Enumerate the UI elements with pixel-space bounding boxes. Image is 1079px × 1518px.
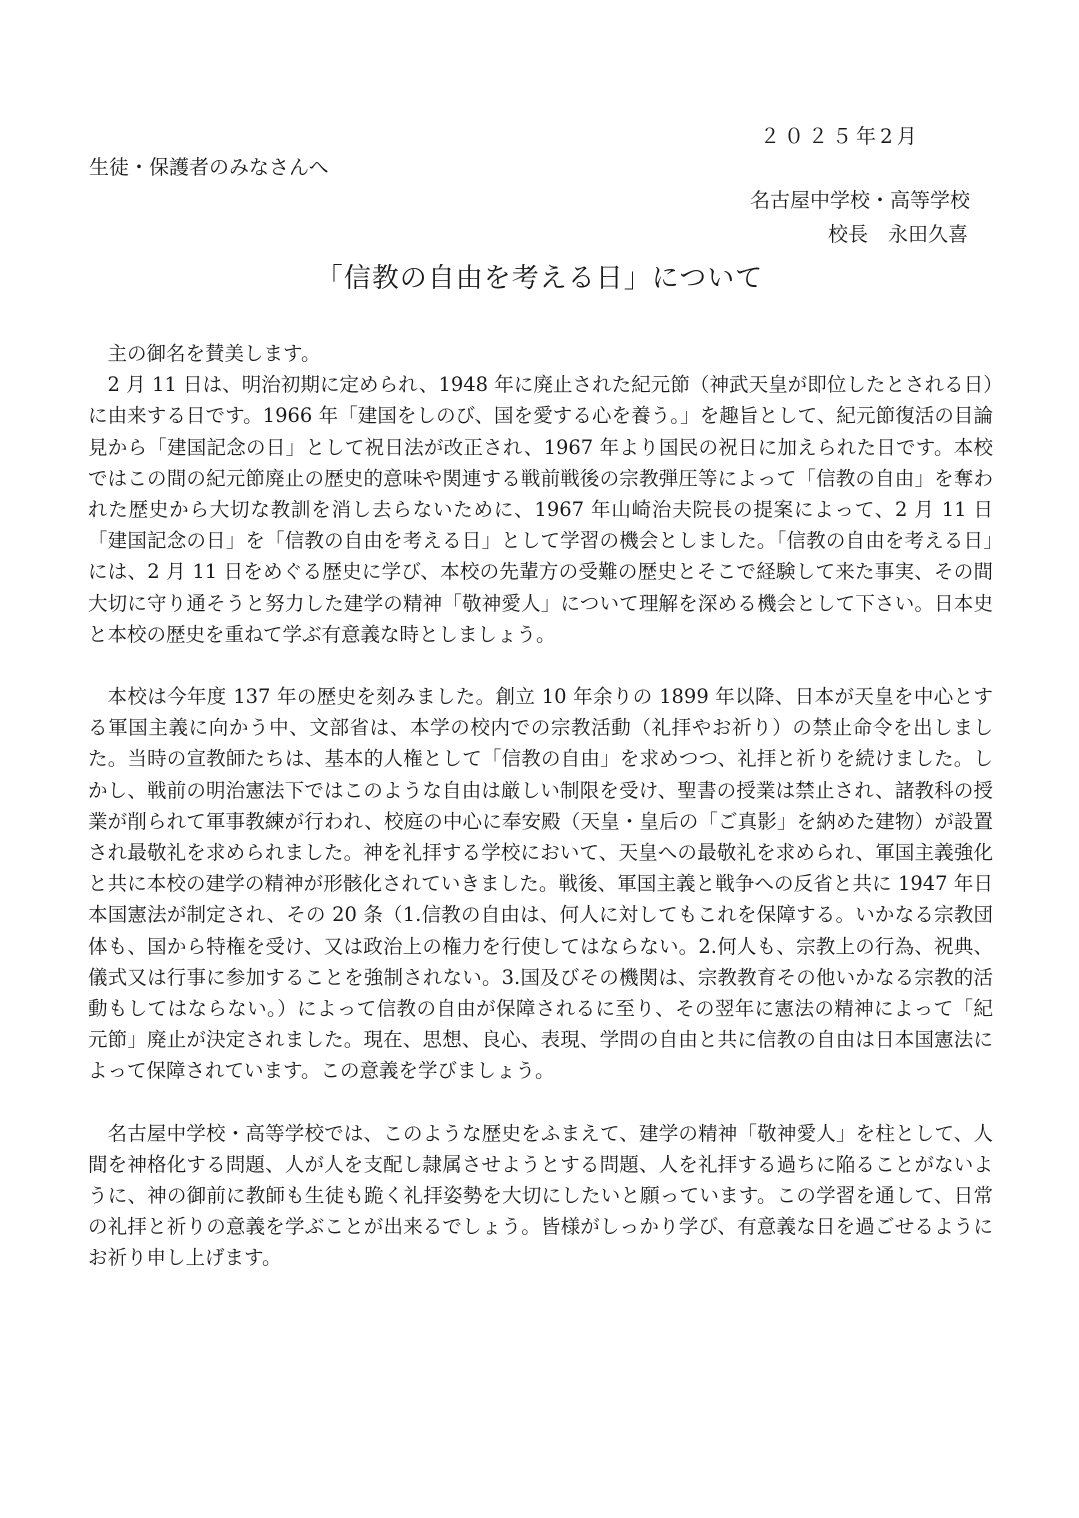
sender-block (750, 183, 970, 251)
principal-name: 校長 永田久喜 (828, 222, 968, 246)
document-body (88, 338, 993, 1274)
document-title: 「信教の自由を考える日」について (315, 263, 764, 294)
body-paragraph: 2 月 11 日は、明治初期に定められ、1948 年に廃止された紀元節（神武天皇が即位したとされる日）に由来する日です。1966 年「建国をしのび、国を愛する心を養う。」を趣旨として、紀元節復活の目論見から「建国記念の日」として祝日法が改正され、1967 年より国民の祝日に加えられた日です。本校ではこの間の紀元節廃止の歴史的意味や関連する戦前戦後の宗教弾圧等によって「信教の自由」を奪われた歴史から大切な教訓を消し去らないために、1967 年山崎治夫院長の提案によって、2 月 11 日「建国記念の日」を「信教の自由を考える日」として学習の機会としました。「信教の自由を考える日」には、2 月 11 日をめぐる歴史に学び、本校の先輩方の受難の歴史とそこで経験して来た事実、その間大切に守り通そうと努力した建学の精神「敬神愛人」について理解を深める機会として下さい。日本史と本校の歴史を重ねて学ぶ有意義な時としましょう。 (88, 373, 994, 646)
greeting-paragraph: 主の御名を賛美します。 (107, 342, 321, 365)
body-paragraph: 名古屋中学校・高等学校では、このような歴史をふまえて、建学の精神「敬神愛人」を柱として、人間を神格化する問題、人が人を支配し隷属させようとする問題、人を礼拝する過ちに陥ることがないように、神の御前に教師も生徒も跪く礼拝姿勢を大切にしたいと願っています。この学習を通して、日常の礼拝と祈りの意義を学ぶことが出来るでしょう。皆様がしっかり学び、有意義な日を過ごせるようにお祈り申し上げます。 (88, 1121, 993, 1270)
addressee: 生徒・保護者のみなさんへ (89, 155, 329, 179)
school-name: 名古屋中学校・高等学校 (750, 188, 970, 212)
body-paragraph: 本校は今年度 137 年の歴史を刻みました。創立 10 年余りの 1899 年以降、日本が天皇を中心とする軍国主義に向かう中、文部省は、本学の校内での宗教活動（礼拝やお祈り）の禁止命令を出しました。当時の宣教師たちは、基本的人権として「信教の自由」を求めつつ、礼拝と祈りを続けました。しかし、戦前の明治憲法下ではこのような自由は厳しい制限を受け、聖書の授業は禁止され、諸教科の授業が削られて軍事教練が行われ、校庭の中心に奉安殿（天皇・皇后の「ご真影」を納めた建物）が設置され最敬礼を求められました。神を礼拝する学校において、天皇への最敬礼を求められ、軍国主義強化と共に本校の建学の精神が形骸化されていきました。戦後、軍国主義と戦争への反省と共に 1947 年日本国憲法が制定され、その 20 条（1.信教の自由は、何人に対してもこれを保障する。いかなる宗教団体も、国から特権を受け、又は政治上の権力を行使してはならない。2.何人も、宗教上の行為、祝典、儀式又は行事に参加することを強制されない。3.国及びその機関は、宗教教育その他いかなる宗教的活動もしてはならない。）によって信教の自由が保障されるに至り、その翌年に憲法の精神によって「紀元節」廃止が決定されました。現在、思想、良心、表現、学問の自由と共に信教の自由は日本国憲法によって保障されています。この意義を学びましょう。 (88, 685, 994, 1083)
document-date: ２０２５年2月 (760, 124, 921, 148)
